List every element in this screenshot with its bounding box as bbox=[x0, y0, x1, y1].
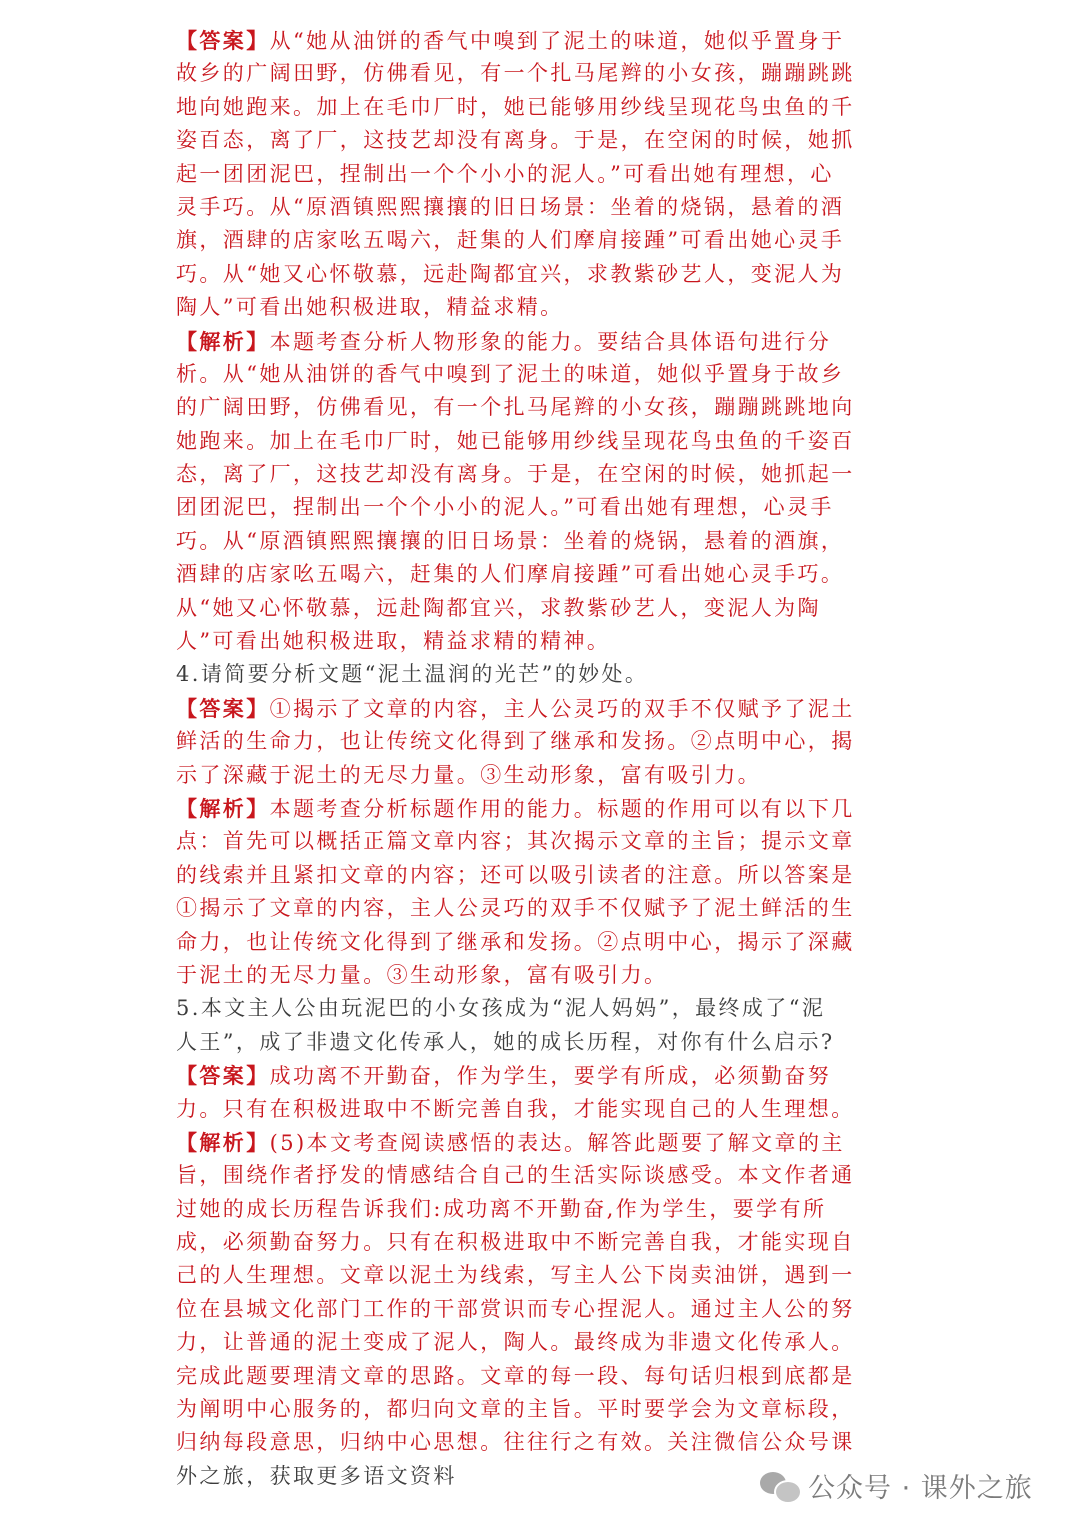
text-line bbox=[176, 759, 906, 792]
line-text: 本题考查分析人物形象的能力。要结合具体语句进行分 bbox=[269, 329, 832, 354]
text-line bbox=[176, 1259, 906, 1292]
text-line bbox=[176, 1059, 906, 1092]
line-text: ①揭示了文章的内容，主人公灵巧的双手不仅赋予了泥土鲜活的生 bbox=[176, 896, 855, 921]
text-line bbox=[176, 825, 906, 858]
line-text: 巧。从“原酒镇熙熙攘攘的旧日场景：坐着的烧锅，悬着的酒旗， bbox=[176, 528, 845, 553]
text-line bbox=[176, 224, 906, 257]
text-line bbox=[176, 57, 906, 90]
text-line bbox=[176, 491, 906, 524]
text-line bbox=[176, 24, 906, 57]
line-text: 位在县城文化部门工作的干部赏识而专心捏泥人。通过主人公的努 bbox=[176, 1296, 855, 1321]
text-line bbox=[176, 191, 906, 224]
line-text: 灵手巧。从“原酒镇熙熙攘攘的旧日场景：坐着的烧锅，悬着的酒 bbox=[176, 194, 845, 219]
line-text: 团团泥巴，捏制出一个个小小的泥人。”可看出她有理想，心灵手 bbox=[176, 495, 834, 520]
watermark bbox=[760, 1460, 1033, 1510]
line-text: ①揭示了文章的内容，主人公灵巧的双手不仅赋予了泥土 bbox=[269, 696, 855, 721]
analysis-tag: 【解析】 bbox=[176, 328, 270, 354]
line-text: 4.请简要分析文题“泥土温润的光芒”的妙处。 bbox=[176, 662, 649, 687]
line-text: 本题考查分析标题作用的能力。标题的作用可以有以下几 bbox=[269, 796, 855, 821]
text-line bbox=[176, 91, 906, 124]
answer-tag: 【答案】 bbox=[176, 1063, 270, 1089]
text-line bbox=[176, 391, 906, 424]
text-line bbox=[176, 1326, 906, 1359]
line-text: 的广阔田野，仿佛看见，有一个扎马尾辫的小女孩，蹦蹦跳跳地向 bbox=[176, 395, 855, 420]
text-line bbox=[176, 458, 906, 491]
text-line bbox=[176, 1159, 906, 1192]
analysis-tag: 【解析】 bbox=[176, 795, 270, 821]
line-text: 5.本文主人公由玩泥巴的小女孩成为“泥人妈妈”，最终成了“泥 bbox=[176, 996, 826, 1021]
line-text: 从“她又心怀敬慕，远赴陶都宜兴，求教紫砂艺人，变泥人为陶 bbox=[176, 595, 821, 620]
text-line bbox=[176, 325, 906, 358]
text-line bbox=[176, 525, 906, 558]
text-line bbox=[176, 792, 906, 825]
text-line bbox=[176, 1393, 906, 1426]
text-line bbox=[176, 1026, 906, 1059]
analysis-tag: 【解析】 bbox=[176, 1129, 270, 1155]
line-text: 归纳每段意思，归纳中心思想。往往行之有效。关注微信公众号课 bbox=[176, 1430, 855, 1455]
document-body bbox=[176, 24, 906, 1493]
line-text: 外之旅，获取更多语文资料 bbox=[176, 1463, 457, 1488]
line-text: 析。从“她从油饼的香气中嗅到了泥土的味道，她似乎置身于故乡 bbox=[176, 361, 845, 386]
text-line bbox=[176, 992, 906, 1025]
text-line bbox=[176, 558, 906, 591]
line-text: 示了深藏于泥土的无尽力量。③生动形象，富有吸引力。 bbox=[176, 762, 761, 787]
line-text: 巧。从“她又心怀敬慕，远赴陶都宜兴，求教紫砂艺人，变泥人为 bbox=[176, 261, 845, 286]
line-text: 旗，酒肆的店家吆五喝六，赶集的人们摩肩接踵”可看出她心灵手 bbox=[176, 228, 845, 253]
line-text: 起一团团泥巴，捏制出一个个小小的泥人。”可看出她有理想，心 bbox=[176, 161, 834, 186]
text-line bbox=[176, 291, 906, 324]
line-text: 地向她跑来。加上在毛巾厂时，她已能够用纱线呈现花鸟虫鱼的千 bbox=[176, 94, 855, 119]
text-line bbox=[176, 658, 906, 691]
text-line bbox=[176, 859, 906, 892]
text-line bbox=[176, 1126, 906, 1159]
text-line bbox=[176, 258, 906, 291]
text-line bbox=[176, 725, 906, 758]
line-text: 姿百态，离了厂，这技艺却没有离身。于是，在空闲的时候，她抓 bbox=[176, 128, 855, 153]
text-line bbox=[176, 1226, 906, 1259]
line-text: 陶人”可看出她积极进取，精益求精。 bbox=[176, 295, 564, 320]
line-text: 态，离了厂，这技艺却没有离身。于是，在空闲的时候，她抓起一 bbox=[176, 462, 855, 487]
watermark-text: 公众号 · 课外之旅 bbox=[808, 1472, 1033, 1504]
text-line bbox=[176, 926, 906, 959]
text-line bbox=[176, 625, 906, 658]
text-line bbox=[176, 892, 906, 925]
line-text: 力。只有在积极进取中不断完善自我，才能实现自己的人生理想。 bbox=[176, 1096, 855, 1121]
text-line bbox=[176, 592, 906, 625]
answer-tag: 【答案】 bbox=[176, 28, 270, 53]
text-line bbox=[176, 1093, 906, 1126]
line-text: 点：首先可以概括正篇文章内容；其次揭示文章的主旨；提示文章 bbox=[176, 829, 855, 854]
line-text: (5)本文考查阅读感悟的表达。解答此题要了解文章的主 bbox=[269, 1130, 845, 1155]
line-text: 于泥土的无尽力量。③生动形象，富有吸引力。 bbox=[176, 962, 668, 987]
text-line bbox=[176, 692, 906, 725]
text-line bbox=[176, 358, 906, 391]
line-text: 成功离不开勤奋，作为学生，要学有所成，必须勤奋努 bbox=[269, 1064, 832, 1089]
line-text: 故乡的广阔田野，仿佛看见，有一个扎马尾辫的小女孩，蹦蹦跳跳 bbox=[176, 61, 855, 86]
text-line bbox=[176, 1193, 906, 1226]
text-line bbox=[176, 959, 906, 992]
line-text: 成，必须勤奋努力。只有在积极进取中不断完善自我，才能实现自 bbox=[176, 1230, 855, 1255]
wechat-icon bbox=[760, 1468, 800, 1502]
line-text: 命力，也让传统文化得到了继承和发扬。②点明中心，揭示了深藏 bbox=[176, 929, 855, 954]
line-text: 鲜活的生命力，也让传统文化得到了继承和发扬。②点明中心，揭 bbox=[176, 729, 855, 754]
answer-tag: 【答案】 bbox=[176, 695, 270, 721]
text-line bbox=[176, 1293, 906, 1326]
text-line bbox=[176, 1360, 906, 1393]
line-text: 己的人生理想。文章以泥土为线索，写主人公下岗卖油饼，遇到一 bbox=[176, 1263, 855, 1288]
line-text: 她跑来。加上在毛巾厂时，她已能够用纱线呈现花鸟虫鱼的千姿百 bbox=[176, 428, 855, 453]
line-text: 过她的成长历程告诉我们:成功离不开勤奋,作为学生，要学有所 bbox=[176, 1196, 827, 1221]
line-text: 从“她从油饼的香气中嗅到了泥土的味道，她似乎置身于 bbox=[269, 29, 845, 53]
text-line bbox=[176, 425, 906, 458]
line-text: 力，让普通的泥土变成了泥人，陶人。最终成为非遗文化传承人。 bbox=[176, 1330, 855, 1355]
line-text: 为阐明中心服务的，都归向文章的主旨。平时要学会为文章标段， bbox=[176, 1397, 855, 1422]
text-line bbox=[176, 1426, 906, 1459]
line-text: 人”可看出她积极进取，精益求精的精神。 bbox=[176, 629, 611, 654]
line-text: 酒肆的店家吆五喝六，赶集的人们摩肩接踵”可看出她心灵手巧。 bbox=[176, 562, 845, 587]
line-text: 的线索并且紧扣文章的内容；还可以吸引读者的注意。所以答案是 bbox=[176, 862, 855, 887]
text-line bbox=[176, 124, 906, 157]
line-text: 完成此题要理清文章的思路。文章的每一段、每句话归根到底都是 bbox=[176, 1363, 855, 1388]
line-text: 人王”，成了非遗文化传承人，她的成长历程，对你有什么启示? bbox=[176, 1029, 835, 1054]
line-text: 旨，围绕作者抒发的情感结合自己的生活实际谈感受。本文作者通 bbox=[176, 1163, 855, 1188]
text-line bbox=[176, 158, 906, 191]
